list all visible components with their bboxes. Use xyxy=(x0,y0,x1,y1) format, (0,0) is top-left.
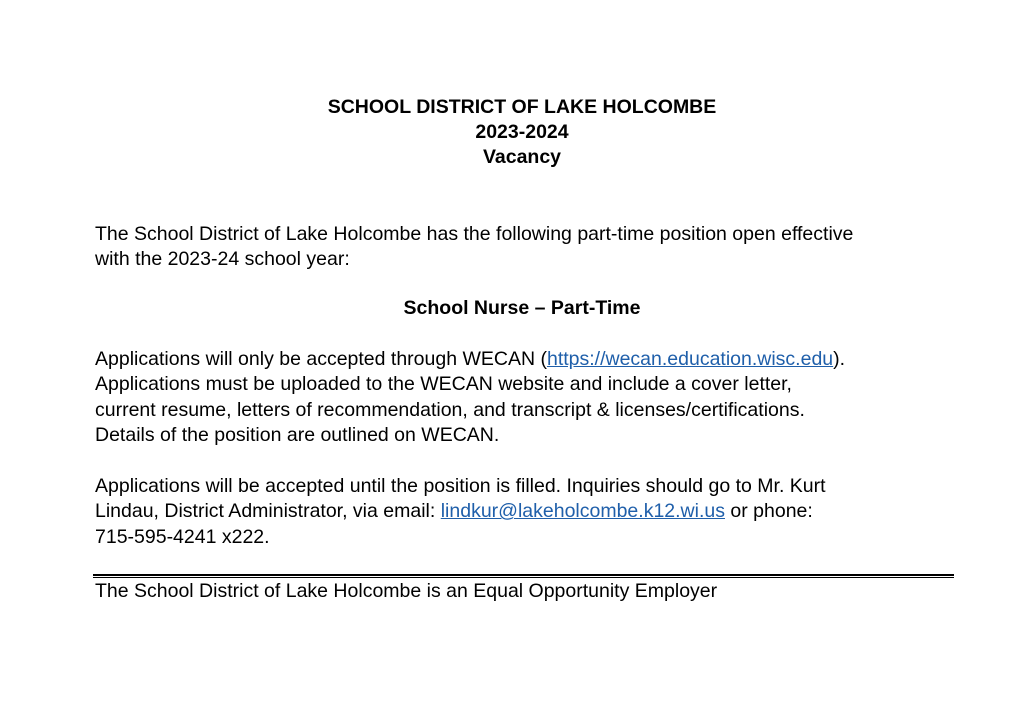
email-link[interactable]: lindkur@lakeholcombe.k12.wi.us xyxy=(440,500,725,523)
applications-line xyxy=(95,347,965,372)
position-title: School Nurse – Part-Time xyxy=(403,297,641,319)
inquiries-paragraph xyxy=(95,474,965,550)
school-year: 2023-2024 xyxy=(475,121,569,143)
applications-line: Details of the position are outlined on WECAN. xyxy=(95,423,500,446)
wecan-link[interactable]: https://wecan.education.wisc.edu xyxy=(546,348,834,370)
page-title: Vacancy xyxy=(482,146,562,168)
document-header xyxy=(0,95,1024,170)
inquiries-text: Lindau, District Administrator, via email: xyxy=(95,500,441,523)
phone-line: 715-595-4241 x222. xyxy=(95,525,270,548)
inquiries-line xyxy=(95,499,965,524)
inquiries-text: or phone: xyxy=(724,500,813,523)
intro-line: with the 2023-24 school year: xyxy=(95,248,350,271)
applications-text: Applications will only be accepted through WECAN ( xyxy=(95,348,547,370)
applications-line: Applications must be uploaded to the WECAN website and include a cover letter, xyxy=(95,373,792,396)
intro-line: The School District of Lake Holcombe has the following part-time position open effective xyxy=(95,223,854,245)
applications-paragraph xyxy=(95,347,965,448)
footer-divider xyxy=(93,574,954,578)
inquiries-line: Applications will be accepted until the position is filled. Inquiries should go to Mr. Kurt xyxy=(95,475,826,497)
district-name: SCHOOL DISTRICT OF LAKE HOLCOMBE xyxy=(327,96,717,118)
equal-opportunity-statement: The School District of Lake Holcombe is an Equal Opportunity Employer xyxy=(95,580,718,602)
intro-paragraph xyxy=(95,222,965,273)
applications-line: current resume, letters of recommendation, and transcript & licenses/certifications. xyxy=(95,398,805,421)
applications-text: ). xyxy=(833,348,846,370)
